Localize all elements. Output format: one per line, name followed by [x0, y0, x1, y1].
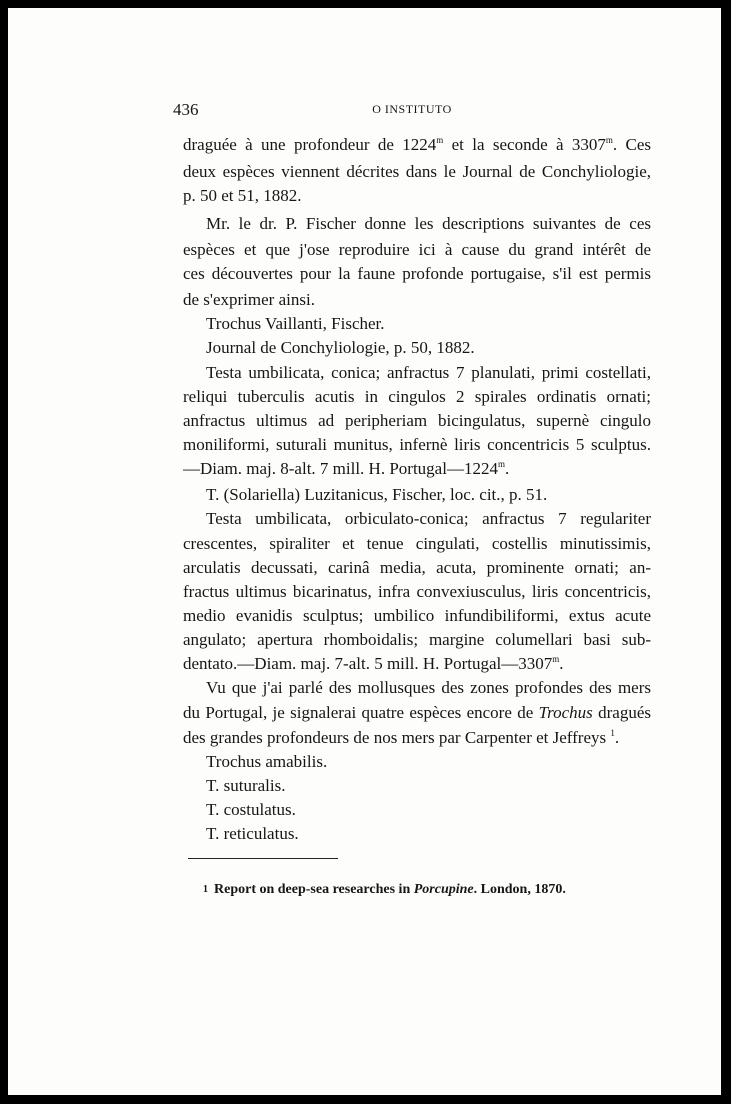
- superscript: m: [605, 135, 613, 145]
- text-segment: —Diam. maj. 8-alt. 7 mill. H. Portugal—1224: [183, 459, 498, 478]
- text-line: Trochus amabilis.: [206, 752, 328, 771]
- text-segment: et la seconde à 3307: [443, 135, 606, 154]
- text-line: Testa umbilicata, orbiculato-conica; anfractus 7 regulariter: [206, 509, 651, 528]
- text-line: [183, 726, 651, 749]
- text-line: [183, 701, 651, 724]
- text-line: fractus ultimus bicarinatus, infra convexiusculus, liris concentricis,: [183, 582, 651, 601]
- footnote-text-start: Report on deep-sea researches in: [214, 882, 414, 897]
- page-header: [173, 100, 651, 124]
- superscript: 1: [610, 728, 615, 738]
- text-line: angulato; apertura rhomboidalis; margine columellari basi sub-: [183, 630, 651, 649]
- text-line: espèces et que j'ose reproduire ici à cause du grand intérêt de: [183, 240, 651, 259]
- text-line: moniliformi, suturali munitus, infernè liris concentricis 5 sculptus.: [183, 435, 651, 454]
- text-line: crescentes, spiraliter et tenue cingulati, costellis minutissimis,: [183, 534, 651, 553]
- text-line: p. 50 et 51, 1882.: [183, 186, 302, 205]
- text-line: T. (Solariella) Luzitanicus, Fischer, loc. cit., p. 51.: [206, 485, 548, 504]
- text-line: T. suturalis.: [206, 776, 286, 795]
- superscript: m: [436, 135, 444, 145]
- text-segment: dentato.—Diam. maj. 7-alt. 5 mill. H. Portugal—3307: [183, 654, 553, 673]
- italic-term: Trochus: [538, 703, 593, 722]
- text-line: Trochus Vaillanti, Fischer.: [206, 314, 385, 333]
- text-segment: .: [614, 728, 620, 747]
- text-segment: .: [559, 654, 564, 673]
- text-line: Journal de Conchyliologie, p. 50, 1882.: [206, 338, 475, 357]
- text-line: reliqui tuberculis acutis in cingulos 2 spirales ordinatis ornati;: [183, 387, 651, 406]
- running-head: O INSTITUTO: [372, 102, 452, 116]
- text-line: [183, 457, 651, 480]
- text-segment: . Ces: [612, 135, 651, 154]
- footnote-rule: [188, 858, 338, 859]
- footnote-text-end: . London, 1870.: [473, 882, 566, 897]
- text-segment: dragués: [592, 703, 651, 722]
- text-line: de s'exprimer ainsi.: [183, 290, 315, 309]
- text-line: anfractus ultimus ad peripheriam bicingulatus, supernè cingulo: [183, 411, 651, 430]
- superscript: m: [552, 654, 560, 664]
- text-line: T. reticulatus.: [206, 824, 299, 843]
- text-segment: du Portugal, je signalerai quatre espèces encore de: [183, 703, 539, 722]
- text-segment: des grandes profondeurs de nos mers par Carpenter et Jeffreys: [183, 728, 611, 747]
- text-line: T. costulatus.: [206, 800, 296, 819]
- superscript: m: [497, 459, 505, 469]
- text-line: arculatis decussati, carinâ media, acuta, prominente ornati; an-: [183, 558, 651, 577]
- text-line: Mr. le dr. P. Fischer donne les descriptions suivantes de ces: [206, 214, 651, 233]
- text-line: medio evanidis sculptus; umbilico infundibiliformi, extus acute: [183, 606, 651, 625]
- text-segment: draguée à une profondeur de 1224: [183, 135, 437, 154]
- text-line: Vu que j'ai parlé des mollusques des zones profondes des mers: [206, 678, 651, 697]
- footnote: [203, 882, 566, 898]
- footnote-marker: 1: [203, 884, 208, 895]
- text-line: deux espèces viennent décrites dans le Journal de Conchyliologie,: [183, 162, 651, 181]
- page-number: 436: [173, 100, 199, 119]
- footnote-italic: Porcupine: [413, 882, 474, 897]
- text-segment: .: [504, 459, 510, 478]
- text-line: ces découvertes pour la faune profonde portugaise, s'il est permis: [183, 264, 651, 283]
- text-line: [183, 652, 651, 675]
- book-page: [8, 8, 721, 1095]
- text-line: Testa umbilicata, conica; anfractus 7 planulati, primi costellati,: [206, 363, 651, 382]
- text-line: [183, 133, 651, 156]
